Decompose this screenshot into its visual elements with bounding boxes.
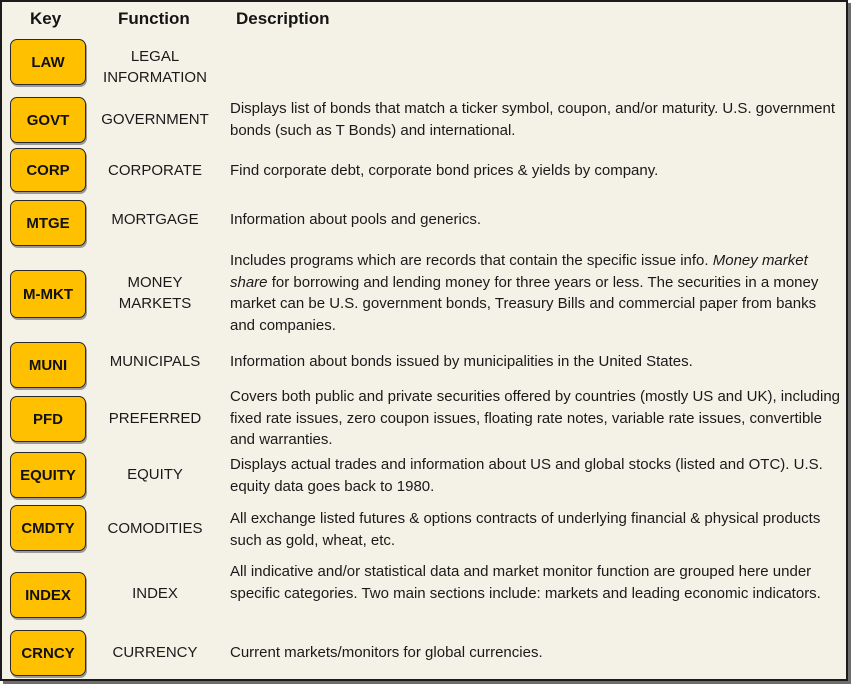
description-text: All exchange listed futures & options contracts of underlying financial & physical products such as gold, wheat, etc. <box>230 510 821 549</box>
function-label: LEGAL INFORMATION <box>103 48 207 86</box>
function-label: GOVERNMENT <box>101 111 209 128</box>
description-text: Information about bonds issued by municipalities in the United States. <box>230 353 693 370</box>
description-text: Covers both public and private securities offered by countries (mostly US and UK), including fixed rate issues, zero coupon issues, floating rate notes, variable rate issues, convertible and warranties. <box>230 388 841 448</box>
description-emphasis: Money market share <box>230 252 808 291</box>
description-text <box>230 250 842 336</box>
key-button-m-mkt[interactable]: M-MKT <box>10 270 86 318</box>
header-description: Description <box>236 9 330 28</box>
header-key: Key <box>30 9 62 28</box>
function-label: CORPORATE <box>108 162 202 179</box>
description-text: Find corporate debt, corporate bond prices & yields by company. <box>230 162 659 179</box>
description-text-part: for borrowing and lending money for three years or less. The securities in a money market can be U.S. government bonds, Treasury Bills and commercial paper from banks and companies. <box>230 273 819 334</box>
key-button-corp[interactable]: CORP <box>10 148 86 192</box>
key-button-cmdty[interactable]: CMDTY <box>10 505 86 551</box>
header-function: Function <box>118 9 190 28</box>
function-label: MUNICIPALS <box>109 353 201 370</box>
function-label: PREFERRED <box>108 410 202 427</box>
key-button-mtge[interactable]: MTGE <box>10 200 86 246</box>
description-text: Displays actual trades and information about US and global stocks (listed and OTC). U.S. equity data goes back to 1980. <box>230 456 823 495</box>
description-text: Current markets/monitors for global currencies. <box>230 644 543 661</box>
key-button-equity[interactable]: EQUITY <box>10 452 86 498</box>
function-label: MONEY MARKETS <box>118 274 192 312</box>
function-label: EQUITY <box>127 466 183 483</box>
key-button-govt[interactable]: GOVT <box>10 97 86 143</box>
key-button-law[interactable]: LAW <box>10 39 86 85</box>
description-text-part: Includes programs which are records that contain the specific issue info. <box>230 252 713 269</box>
description-text: Information about pools and generics. <box>230 211 481 228</box>
function-label: MORTGAGE <box>111 211 199 228</box>
key-button-crncy[interactable]: CRNCY <box>10 630 86 676</box>
description-text: All indicative and/or statistical data and market monitor function are grouped here under specific categories. Two main sections include: markets and leading economic indicators. <box>230 563 821 602</box>
key-button-pfd[interactable]: PFD <box>10 396 86 442</box>
key-button-muni[interactable]: MUNI <box>10 342 86 388</box>
description-text: Displays list of bonds that match a ticker symbol, coupon, and/or maturity. U.S. government bonds (such as T Bonds) and international. <box>230 100 835 139</box>
function-label: CURRENCY <box>112 644 198 661</box>
function-label: INDEX <box>132 585 178 602</box>
function-label: COMODITIES <box>107 520 203 537</box>
key-button-index[interactable]: INDEX <box>10 572 86 618</box>
